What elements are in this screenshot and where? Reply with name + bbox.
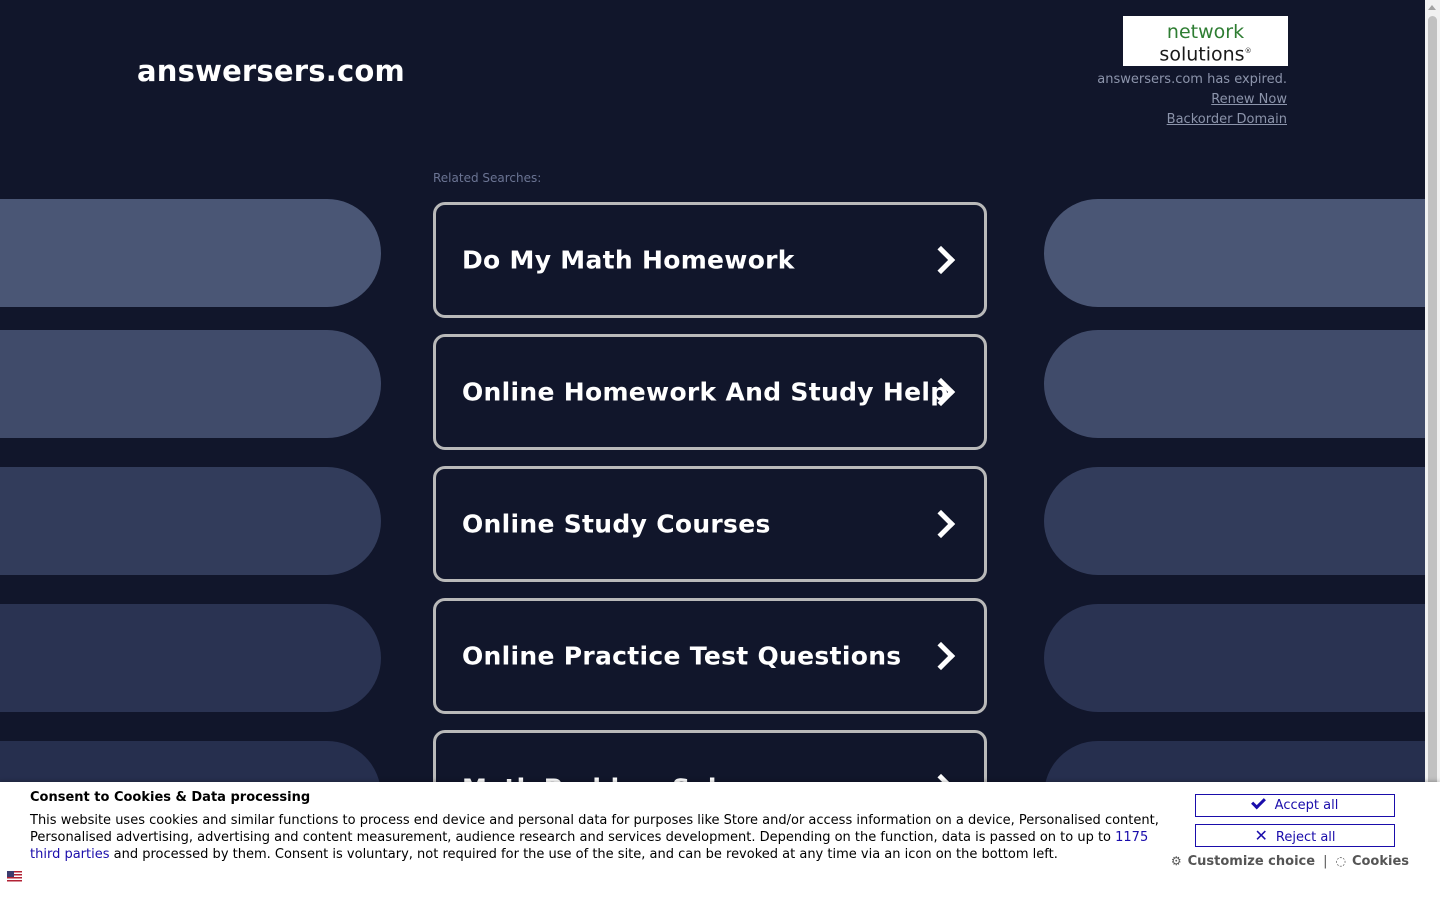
decor-pill [0,330,381,438]
consent-text-after: and processed by them. Consent is voluntary, not required for the use of the site, and can be revoked at any time via an icon on the bottom left. [109,847,1058,862]
link-separator: | [1323,854,1328,869]
logo-line-2 [1123,41,1288,64]
related-search-label: Online Study Courses [462,509,771,539]
scroll-up-arrow-icon[interactable] [1428,5,1436,10]
third-parties-link[interactable]: 1175 third parties [30,830,1149,862]
related-search-button[interactable] [433,202,987,318]
related-search-button[interactable] [433,598,987,714]
chevron-right-icon [927,510,955,538]
expired-notice [1097,70,1287,130]
decor-pill [0,199,381,307]
related-search-label: Online Homework And Study Help [462,377,949,407]
decor-pill [1044,467,1425,575]
consent-text-before: This website uses cookies and similar functions to process end device and personal data for purposes like Store and/or access information on a device, Personalised content, Personalised advertising, advertising and content measurement, audience research and services development. Depending on the function, data is passed on to up to [30,813,1159,845]
chevron-right-icon [927,246,955,274]
logo-line-2-text: solutions [1159,43,1245,66]
network-solutions-logo[interactable] [1123,16,1288,66]
consent-title: Consent to Cookies & Data processing [30,790,311,805]
related-search-label: Online Practice Test Questions [462,641,902,671]
decor-pill [1044,604,1425,712]
consent-links [1171,854,1409,869]
accept-all-button[interactable] [1195,794,1395,817]
cookies-link[interactable]: Cookies [1351,854,1409,869]
decor-pill [1044,330,1425,438]
logo-reg-mark: ® [1244,47,1252,55]
flag-canton [7,871,14,877]
vertical-scrollbar[interactable] [1425,0,1440,900]
close-icon: ✕ [1254,826,1268,845]
consent-description [30,812,1165,863]
logo-line-1: network [1166,21,1245,43]
customize-choice-link[interactable]: Customize choice [1187,854,1316,869]
reject-all-label: Reject all [1275,830,1336,845]
chevron-right-icon [927,642,955,670]
decor-pill [0,604,381,712]
expired-text: answersers.com has expired. [1097,72,1287,87]
cookie-icon: ◌ [1335,854,1346,868]
reject-all-button[interactable] [1195,824,1395,847]
domain-title: answersers.com [137,54,405,88]
us-flag-icon[interactable] [7,871,22,882]
scroll-thumb[interactable] [1428,16,1437,876]
related-search-label: Do My Math Homework [462,245,795,275]
cookie-consent-banner [0,782,1440,900]
related-search-button[interactable] [433,466,987,582]
check-icon [1251,795,1266,810]
related-search-button[interactable] [433,334,987,450]
related-searches-label: Related Searches: [433,171,542,185]
accept-all-label: Accept all [1274,798,1339,813]
decor-pill [0,467,381,575]
gear-icon: ⚙ [1170,854,1182,868]
decor-pill [1044,199,1425,307]
renew-now-link[interactable]: Renew Now [1211,92,1287,107]
backorder-domain-link[interactable]: Backorder Domain [1166,112,1287,127]
